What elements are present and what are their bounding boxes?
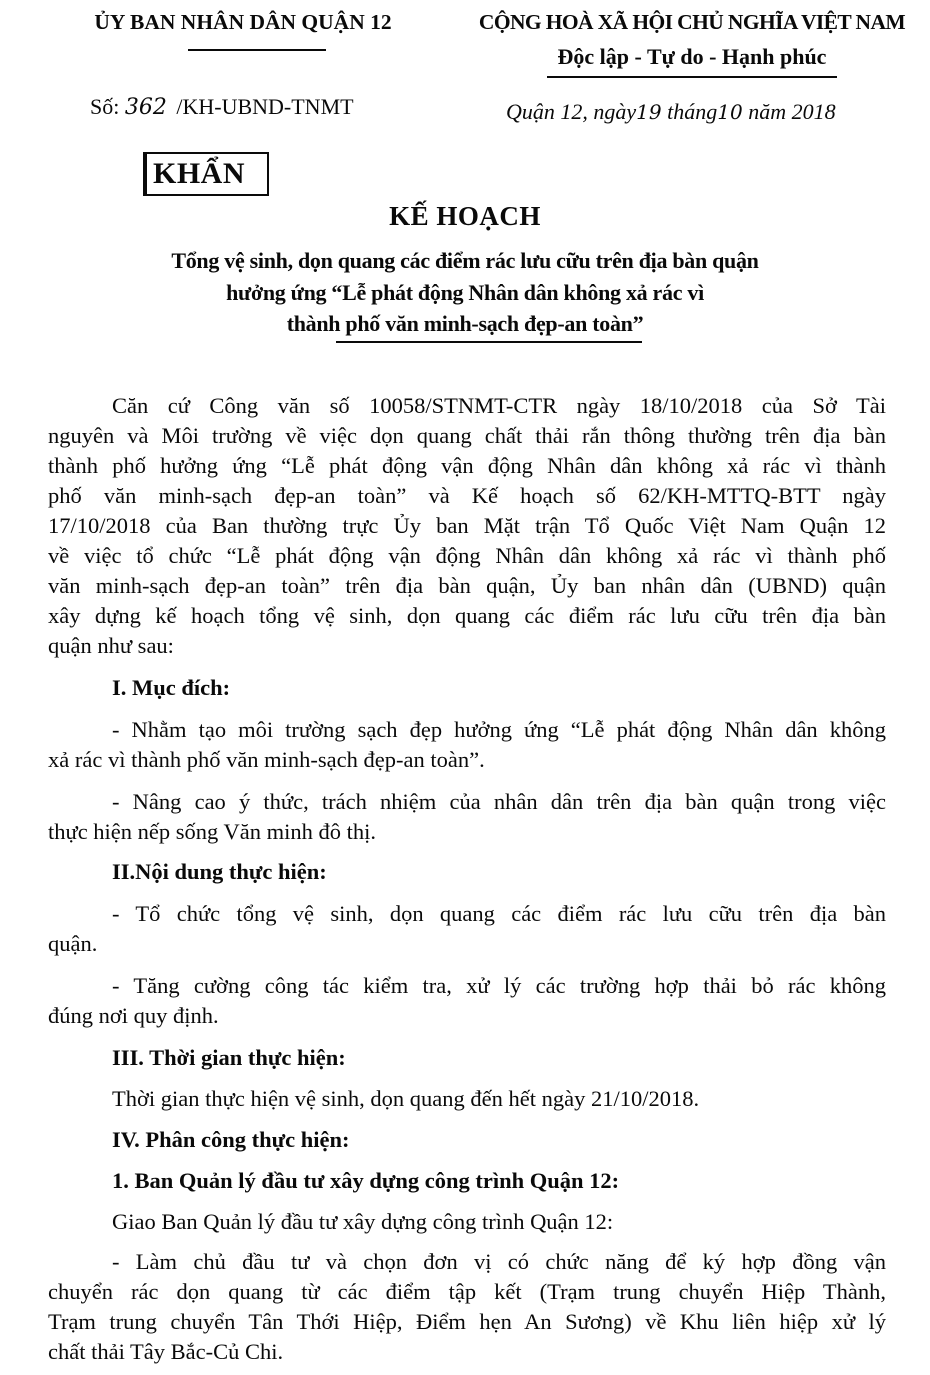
date-month: 10 [717, 100, 743, 124]
assignment-subheading: 1. Ban Quản lý đầu tư xây dựng công trình Quận 12: [112, 1168, 620, 1193]
content-item-line: - Tổ chức tổng vệ sinh, dọn quang các điểm rác lưu cữu trên địa bàn [112, 901, 886, 926]
section-heading-assignment: IV. Phân công thực hiện: [112, 1127, 350, 1152]
document-number [90, 94, 354, 120]
content-item-line: - Tăng cường công tác kiểm tra, xử lý các trường hợp thải bỏ rác không [112, 973, 886, 998]
date-place-day-label: Quận 12, ngày [506, 99, 637, 124]
document-date [506, 99, 836, 125]
date-day: 19 [636, 100, 662, 124]
content-item-line: đúng nơi quy định. [48, 1003, 219, 1028]
intro-line: xây dựng kế hoạch tổng vệ sinh, dọn quang các điểm rác lưu cữu trên địa bàn [48, 603, 886, 628]
assignment-item-line: chuyển rác dọn quang từ các điểm tập kết (Trạm trung chuyển Hiệp Thành, [48, 1279, 886, 1304]
national-motto: Độc lập - Tự do - Hạnh phúc [557, 44, 827, 69]
purpose-item-line: - Nhằm tạo môi trường sạch đẹp hưởng ứng “Lễ phát động Nhân dân không [112, 717, 886, 742]
purpose-item-line: xả rác vì thành phố văn minh-sạch đẹp-an toàn”. [48, 747, 485, 772]
national-title: CỘNG HOÀ XÃ HỘI CHỦ NGHĨA VIỆT NAM [478, 10, 906, 34]
assignment-item-line: - Làm chủ đầu tư và chọn đơn vị có chức năng để ký hợp đồng vận [112, 1249, 886, 1274]
date-month-label: tháng [667, 99, 718, 124]
date-year: năm 2018 [748, 99, 836, 124]
urgent-stamp-text: KHẨN [153, 157, 245, 190]
section-heading-timeline: III. Thời gian thực hiện: [112, 1045, 346, 1070]
intro-line: quận như sau: [48, 633, 174, 658]
section-heading-content: II.Nội dung thực hiện: [112, 859, 327, 884]
intro-line: về việc tổ chức “Lễ phát động vận động Nhân dân không xả rác vì thành phố [48, 543, 886, 568]
intro-line: Căn cứ Công văn số 10058/STNMT-CTR ngày 18/10/2018 của Sở Tài [112, 393, 886, 418]
assignment-item-line: Trạm trung chuyển Tân Thới Hiệp, Điểm hẹn An Sương) về Khu liên hiệp xử lý [48, 1309, 886, 1334]
document-number-suffix: /KH-UBND-TNMT [176, 94, 354, 119]
intro-line: thành phố hưởng ứng “Lễ phát động vận động Nhân dân không xả rác vì thành [48, 453, 886, 478]
content-item-line: quận. [48, 931, 98, 956]
section-heading-purpose: I. Mục đích: [112, 675, 231, 700]
authority-underline [188, 49, 326, 51]
intro-line: phố văn minh-sạch đẹp-an toàn” và Kế hoạch số 62/KH-MTTQ-BTT ngày [48, 483, 886, 508]
assignment-item-line: chất thải Tây Bắc-Củ Chi. [48, 1339, 284, 1364]
intro-line: 17/10/2018 của Ban thường trực Ủy ban Mặt trận Tổ Quốc Việt Nam Quận 12 [48, 513, 886, 538]
subtitle-underline [336, 341, 642, 343]
document-number-handwritten: 362 [124, 95, 167, 120]
urgent-stamp [143, 152, 269, 196]
subtitle-line-3: thành phố văn minh-sạch đẹp-an toàn” [286, 311, 644, 336]
document-title: KẾ HOẠCH [389, 201, 541, 231]
document-number-prefix: Số: [90, 94, 120, 119]
purpose-item-line: thực hiện nếp sống Văn minh đô thị. [48, 819, 376, 844]
subtitle-line-1: Tổng vệ sinh, dọn quang các điểm rác lưu cữu trên địa bàn quận [171, 248, 759, 273]
subtitle-line-2: hưởng ứng “Lễ phát động Nhân dân không xả rác vì [226, 280, 704, 305]
purpose-item-line: - Nâng cao ý thức, trách nhiệm của nhân dân trên địa bàn quận trong việc [112, 789, 886, 814]
timeline-text: Thời gian thực hiện vệ sinh, dọn quang đến hết ngày 21/10/2018. [112, 1086, 700, 1111]
issuing-authority: ỦY BAN NHÂN DÂN QUẬN 12 [94, 10, 392, 34]
assignment-intro: Giao Ban Quản lý đầu tư xây dựng công trình Quận 12: [112, 1209, 614, 1234]
intro-line: văn minh-sạch đẹp-an toàn” trên địa bàn quận, Ủy ban nhân dân (UBND) quận [48, 573, 886, 598]
intro-line: nguyên và Môi trường về việc dọn quang chất thải rắn thông thường trên địa bàn [48, 423, 886, 448]
motto-underline [547, 76, 837, 78]
